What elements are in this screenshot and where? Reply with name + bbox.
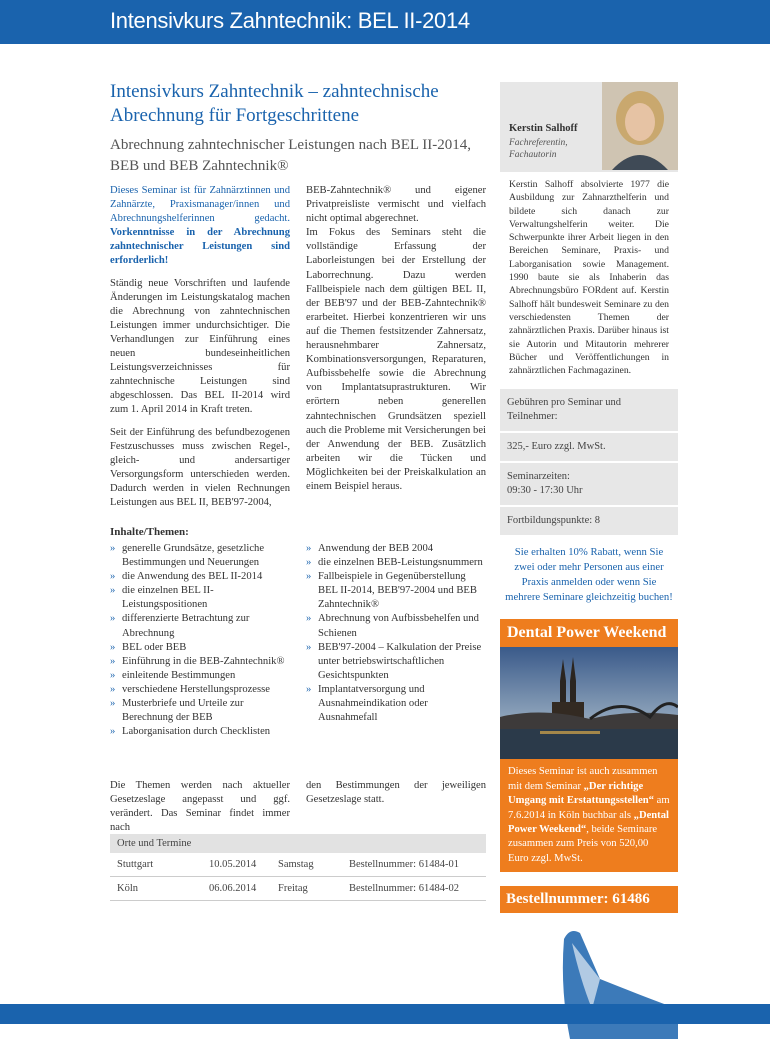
dpw-seminar-name: „Der richtige Umgang mit Erstattungsstellen“: [508, 780, 654, 807]
cologne-cathedral-image: [500, 647, 678, 759]
day-cell: Freitag: [278, 883, 308, 894]
topic-item: » die einzelnen BEL II-Leistungspositionen: [110, 584, 290, 612]
city-cell: Köln: [117, 883, 138, 894]
main-subtitle: Abrechnung zahntechnischer Leistungen nach BEL II-2014, BEB und BEB Zahntechnik®: [110, 137, 471, 174]
order-number-cell: Bestellnummer: 61484-01: [349, 859, 459, 870]
intro-text: Dieses Seminar ist für Zahnärztinnen und Zahnärzte, Praxismanager/innen und Abrechnungshelferinnen gedacht.: [110, 185, 290, 225]
city-cell: Stuttgart: [117, 859, 154, 870]
topic-item: » Laborganisation durch Checklisten: [110, 725, 290, 739]
table-row: [110, 853, 486, 877]
seminar-times: [500, 463, 678, 507]
text-column-2: [306, 184, 486, 502]
dates-table: [110, 834, 486, 901]
paragraph: Ständig neue Vorschriften und laufende Änderungen im Leistungskatalog machen die Abrechnung von zahntechnischen Leistungen immer undurchsichtiger. Die Verhandlungen zur Einführung eines neuen bundeseinheitlichen Leistungsverzeichnisses für zahntechnische Leistungen sind abgeschlossen. Das BEL II-2014 wird zum 1. April 2014 in Kraft treten.: [110, 277, 290, 416]
topic-item: » BEB'97-2004 – Kalkulation der Preise unter betriebswirtschaftlichen Gesichtspunkten: [306, 641, 486, 683]
topic-item: » Fallbeispiele in Gegenüberstellung BEL II-2014, BEB'97-2004 und BEB Zahntechnik®: [306, 570, 486, 612]
topic-item: » verschiedene Herstellungsprozesse: [110, 683, 290, 697]
intro-requirement: Vorkenntnisse in der Abrechnung zahntechnischer Leistungen sind erforderlich!: [110, 227, 290, 267]
header-title: Intensivkurs Zahntechnik: BEL II-2014: [110, 8, 470, 33]
topic-item: » Einführung in die BEB-Zahntechnik®: [110, 655, 290, 669]
paragraph: BEB-Zahntechnik® und eigener Privatpreisliste vermischt und vielfach nicht optimal abgerechnet.: [306, 185, 486, 225]
author-name: Kerstin Salhoff: [509, 123, 578, 134]
paragraph: Seit der Einführung des befundbezogenen Festzuschusses muss zwischen Regel-, gleich- und andersartiger Versorgungsform unterschieden werden. Dadurch werden in vielen Rechnungen Leistungen aus BEL II, BEB'97-2004,: [110, 426, 290, 508]
main-title: Intensivkurs Zahntechnik – zahntechnische Abrechnung für Fortgeschrittene: [110, 81, 439, 126]
header-bar: [0, 0, 770, 44]
dental-power-weekend-text: [500, 759, 678, 872]
author-header: [500, 82, 678, 172]
date-cell: 10.05.2014: [209, 859, 257, 870]
topic-item: » differenzierte Betrachtung zur Abrechnung: [110, 612, 290, 640]
closing-text-left: Die Themen werden nach aktueller Gesetzeslage angepasst und ggf. verändert. Das Seminar findet immer nach: [110, 780, 290, 834]
fee-label: Gebühren pro Seminar und Teilnehmer:: [500, 389, 678, 433]
topic-item: » Musterbriefe und Urteile zur Berechnung der BEB: [110, 697, 290, 725]
paragraph: Im Fokus des Seminars steht die vollständige Erfassung der Laborleistungen bei der Erstellung der Laborrechnung. Dazu werden Fallbeispiele nach dem gültigen BEL II, der BEB'97 und der BEB-Zahntechnik® erarbeitet. Hierbei konzentrieren wir uns auf die Themen festsitzender Zahnersatz, herausnehmbarer Zahnersatz, Kombinationsversorgungen, Reparaturen, Aufbissbehelfe sowie die Abrechnung von Implantatsuprastrukturen. Wir erörtern neben generellen zahntechnischen Grundsätzen speziell auch die Probleme mit Versicherungen bei der Anwendung der BEB. Zusätzlich arbeiten wir die Tücken und Möglichkeiten bei der Preiskalkulation an einem Beispiel heraus.: [306, 227, 486, 492]
dpw-offer-name: „Dental Power Weekend“: [508, 809, 669, 836]
author-bio: Kerstin Salhoff absolvierte 1977 die Ausbildung zur Zahnarzthelferin und bildete sich danach zur Verwaltungshelferin weiter. Die Schwerpunkte ihrer Arbeit liegen in den Bereichen Seminare, Praxis- und Laborganisation sowie Management. 1990 baute sie als Inhaberin das Abrechnungsbüro FORdent auf. Kerstin Salhoff hält bundesweit Seminare zu den verschiedensten Themen der zahnärztlichen Praxis. Darüber hinaus ist sie Autorin und Mitautorin mehrerer Bücher und Veröffentlichungen in zahnärztlichen Fachmagazinen.: [500, 172, 678, 387]
day-cell: Samstag: [278, 859, 314, 870]
dpw-text-part: , beide Seminare zusammen zum Preis von 520,00 Euro zzgl. MwSt.: [508, 824, 658, 864]
dental-power-weekend-title: Dental Power Weekend: [500, 619, 678, 647]
training-points: Fortbildungspunkte: 8: [500, 507, 678, 537]
date-cell: 06.06.2014: [209, 883, 257, 894]
footer-bar: [0, 1004, 770, 1024]
dates-table-header: Orte und Termine: [110, 834, 486, 853]
sidebar: [500, 82, 678, 1039]
dpw-text-part: Dieses Seminar ist auch zusammen mit dem Seminar: [508, 766, 658, 792]
times-value: 09:30 - 17:30 Uhr: [507, 485, 583, 497]
discount-note: Sie erhalten 10% Rabatt, wenn Sie zwei oder mehr Personen aus einer Praxis anmelden oder wenn Sie mehrere Seminare gleichzeitig buchen!: [505, 546, 673, 604]
topic-item: » Anwendung der BEB 2004: [306, 542, 486, 556]
order-number-cell: Bestellnummer: 61484-02: [349, 883, 459, 894]
times-label: Seminarzeiten:: [507, 471, 570, 483]
topic-item: » einleitende Bestimmungen: [110, 669, 290, 683]
author-photo: [602, 82, 678, 170]
topics-title: Inhalte/Themen:: [110, 526, 189, 538]
topic-item: » BEL oder BEB: [110, 641, 290, 655]
topic-item: » die einzelnen BEB-Leistungsnummern: [306, 556, 486, 570]
closing-text-right: den Bestimmungen der jeweiligen Gesetzeslage statt.: [306, 780, 486, 806]
author-role: Fachreferentin, Fachautorin: [509, 138, 568, 160]
dpw-text-part: am 7.6.2014 in Köln buchbar als: [508, 795, 670, 821]
fee-value: 325,- Euro zzgl. MwSt.: [500, 433, 678, 463]
topics-list-left: [110, 542, 290, 739]
table-row: [110, 877, 486, 901]
topic-item: » die Anwendung des BEL II-2014: [110, 570, 290, 584]
topic-item: » generelle Grundsätze, gesetzliche Bestimmungen und Neuerungen: [110, 542, 290, 570]
order-number: Bestellnummer: 61486: [500, 886, 678, 913]
topic-item: » Abrechnung von Aufbissbehelfen und Schienen: [306, 612, 486, 640]
topics-list-right: [306, 542, 486, 725]
topic-item: » Implantatversorgung und Ausnahmeindikation oder Ausnahmefall: [306, 683, 486, 725]
text-column-1: [110, 184, 290, 518]
